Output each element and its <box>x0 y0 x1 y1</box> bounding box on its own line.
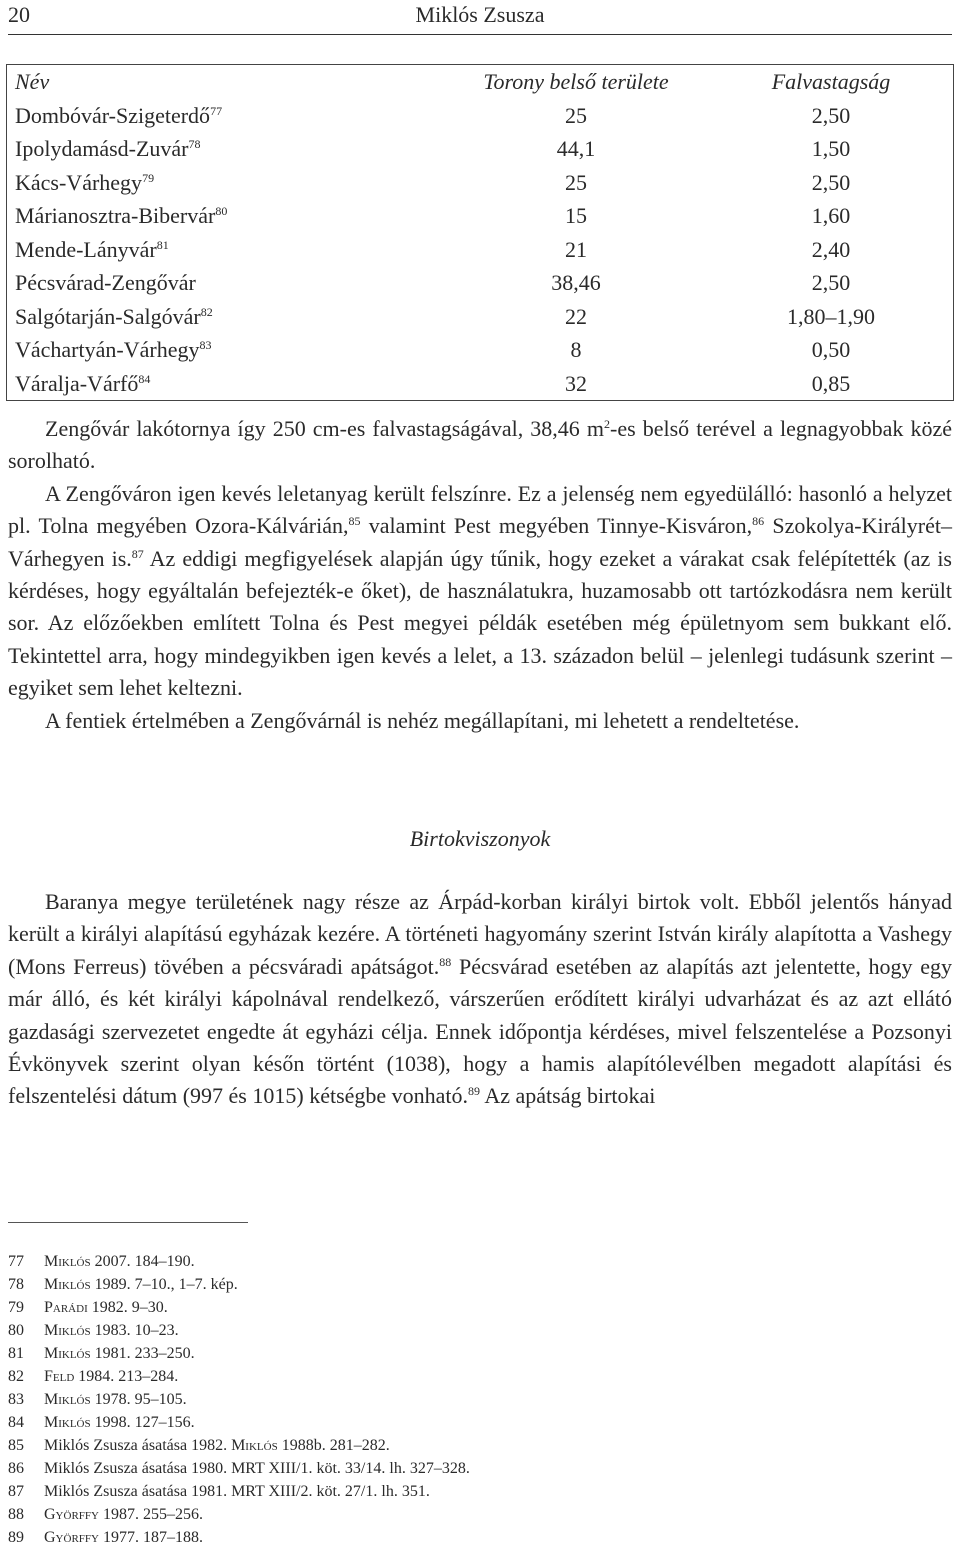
footnote-item: 85 Miklós Zsusza ásatása 1982. Miklós 1988b. 281–282. <box>8 1437 390 1454</box>
body-text-block <box>8 886 952 1113</box>
section-heading: Birtokviszonyok <box>409 826 551 851</box>
paragraph: A Zengőváron igen kevés leletanyag került felszínre. Ez a jelenség nem egyedülálló: hasonló a helyzet pl. Tolna megyében Ozora-Kálvárián,$^{85}$ valamint Pest megyében Tinnye-Kisváron,$^{86}$ Szokolya-Királyrét–Várhegyen is.$^{87}$ Az eddigi megfigyelések alapján úgy tűnik, hogy ezeket a várakat csak felépítették (az is kérdéses, hogy egyáltalán befejezték-e őket), de használatukra, huzamosabb ott tartózkodásra nem került sor. Az előzőekben említett Tolna és Pest megyei példák esetében még épületnyom sem bukkant elő. Tekintettel arra, hogy mindegyikben igen kevés a lelet, a 13. századon belül – jelenlegi tudásunk szerint – egyiket sem lehet keltezni. <box>8 480 952 701</box>
site-name-cell: Ipolydamásd-Zuvár$^{78}$ <box>15 136 201 161</box>
footnote-rule <box>8 1222 248 1223</box>
table-row <box>7 99 954 133</box>
area-cell: 32 <box>565 370 587 396</box>
area-cell: 38,46 <box>551 270 601 295</box>
footnote-item: 88 Györffy 1987. 255–256. <box>8 1506 203 1523</box>
table-row <box>7 266 954 300</box>
site-name-cell: Salgótarján-Salgóvár$^{82}$ <box>15 303 213 329</box>
site-name-cell: Váchartyán-Várhegy$^{83}$ <box>15 337 212 362</box>
area-cell: 25 <box>565 169 587 195</box>
column-header-name: Név <box>15 69 50 94</box>
footnote-item: 87 Miklós Zsusza ásatása 1981. MRT XIII/2. köt. 27/1. lh. 351. <box>8 1483 430 1500</box>
thickness-cell: 0,50 <box>811 337 851 362</box>
paragraph: A fentiek értelmében a Zengővárnál is nehéz megállapítani, mi lehetett a rendeltetése. <box>45 707 800 733</box>
area-cell: 25 <box>565 102 587 128</box>
footnote-ref: 77 <box>210 103 223 118</box>
footnote-ref: 78 <box>188 137 201 151</box>
area-cell: 15 <box>565 203 587 228</box>
footnote-item: 83 Miklós 1978. 95–105. <box>8 1391 187 1408</box>
footnote-ref: 83 <box>199 338 212 352</box>
table-row <box>7 367 954 401</box>
area-cell: 22 <box>565 303 587 329</box>
header-rule <box>8 34 952 35</box>
footnotes <box>8 1250 952 1549</box>
table-row <box>7 300 954 334</box>
body-text-block <box>8 413 952 737</box>
footnote-item: 86 Miklós Zsusza ásatása 1980. MRT XIII/1. köt. 33/14. lh. 327–328. <box>8 1460 470 1477</box>
paragraph: Baranya megye területének nagy része az Árpád-korban királyi birtok volt. Ebből jelentős hányad került a királyi alapítású egyházak kezére. A történeti hagyomány szerint István király alapította a Vashegy (Mons Ferreus) tövében a pécsváradi apátságot.$^{88}$ Pécsvárad esetében az alapítás azt jelentette, hogy egy már álló, és két királyi kápolnával rendelkező, várszerűen erődített királyi udvarházat és az azt ellátó gazdasági szervezetet engedte át egyházi célja. Ennek időpontja kérdéses, mivel felszentelése a Pozsonyi Évkönyvek szerint olyan későn történt (1038), hogy a hamis alapítólevélben megadott alapítási és felszentelési dátum (997 és 1015) kétségbe vonható.$^{89}$ Az apátság birtokai <box>8 889 952 1109</box>
footnote-item: 84 Miklós 1998. 127–156. <box>8 1414 195 1431</box>
footnote-item: 82 Feld 1984. 213–284. <box>8 1368 179 1385</box>
footnote-ref: 81 <box>156 237 169 252</box>
column-header-thickness: Falvastagság <box>771 69 891 94</box>
thickness-cell: 2,50 <box>811 102 851 128</box>
footnote-ref: 89 <box>468 1084 481 1099</box>
table-row <box>7 333 954 367</box>
table-row <box>7 132 954 166</box>
footnote-ref: 80 <box>215 204 228 218</box>
site-name-cell: Kács-Várhegy$^{79}$ <box>15 169 155 195</box>
table-row <box>7 233 954 267</box>
footnote-item: 81 Miklós 1981. 233–250. <box>8 1345 195 1362</box>
table-header-row <box>7 65 954 99</box>
thickness-cell: 1,50 <box>811 136 851 161</box>
footnote-item: 78 Miklós 1989. 7–10., 1–7. kép. <box>8 1276 238 1293</box>
footnote-ref: 87 <box>131 546 144 561</box>
site-name-cell: Mende-Lányvár$^{81}$ <box>15 236 169 262</box>
site-name-cell: Dombóvár-Szigeterdő$^{77}$ <box>15 102 223 128</box>
thickness-cell: 2,50 <box>811 169 851 195</box>
thickness-cell: 1,80–1,90 <box>787 303 875 329</box>
table-row <box>7 199 954 233</box>
footnote-ref: 84 <box>138 371 151 386</box>
column-header-area: Torony belső területe <box>483 69 669 94</box>
footnote-ref: 82 <box>200 304 213 319</box>
footnote-item: 77 Miklós 2007. 184–190. <box>8 1253 195 1270</box>
thickness-cell: 1,60 <box>811 203 851 228</box>
thickness-cell: 2,50 <box>811 270 851 295</box>
area-cell: 21 <box>565 236 587 262</box>
footnote-item: 89 Györffy 1977. 187–188. <box>8 1529 203 1546</box>
running-title: Miklós Zsusza <box>415 2 545 27</box>
area-cell: 44,1 <box>556 136 596 161</box>
tower-data-table <box>6 64 954 401</box>
site-name-cell: Pécsvárad-Zengővár <box>15 270 196 295</box>
table-row <box>7 166 954 200</box>
paragraph: Zengővár lakótornya így 250 cm-es falvastagságával, 38,46 $m^2-es$ belső terével a legnagyobbak közé sorolható. <box>8 416 952 474</box>
footnote-ref: 79 <box>142 170 155 185</box>
footnote-ref: 88 <box>439 954 452 969</box>
area-cell: 8 <box>570 337 582 362</box>
thickness-cell: 0,85 <box>811 370 851 396</box>
footnote-ref: 86 <box>752 514 765 529</box>
thickness-cell: 2,40 <box>811 236 851 262</box>
site-name-cell: Váralja-Várfő$^{84}$ <box>15 370 151 396</box>
footnote-ref: 85 <box>348 514 361 529</box>
page-header <box>8 2 952 32</box>
site-name-cell: Márianosztra-Bibervár$^{80}$ <box>15 203 228 228</box>
page-number: 20 <box>8 2 30 27</box>
footnote-item: 80 Miklós 1983. 10–23. <box>8 1322 179 1339</box>
footnote-item: 79 Parádi 1982. 9–30. <box>8 1299 168 1316</box>
